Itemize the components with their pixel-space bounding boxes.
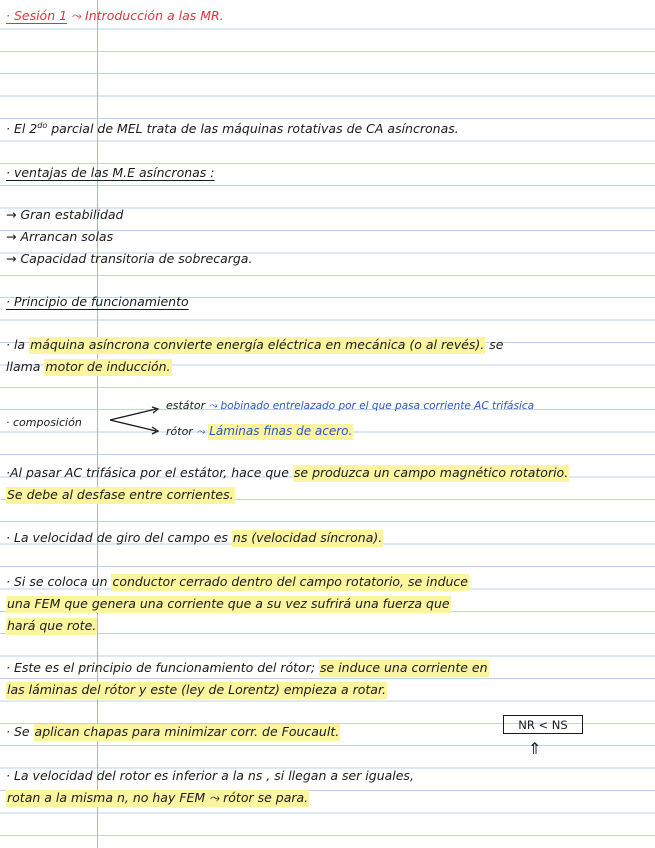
text-span: · Si se coloca un [6, 574, 112, 589]
paragraph-line [6, 790, 309, 806]
squiggle-arrow-icon: ⤳ [196, 426, 205, 438]
intro-line [6, 121, 459, 136]
list-item: → Capacidad transitoria de sobrecarga. [6, 251, 253, 266]
paragraph-line [6, 487, 235, 502]
intro-text-b: parcial de MEL trata de las máquinas rotativas de CA asíncronas. [47, 121, 459, 137]
session-label: · Sesión 1 [6, 8, 68, 23]
paragraph-line [6, 359, 172, 374]
intro-text-a: · El 2 [6, 121, 38, 137]
text-span: · la [6, 337, 30, 352]
rotor-line [166, 424, 353, 439]
highlighted-text: Se debe al desfase entre corrientes. [7, 487, 234, 502]
paragraph-line [6, 724, 340, 739]
up-arrow-icon: ⇑ [528, 739, 542, 758]
highlighted-text: rotan a la misma n, no hay FEM ⤳ rótor se para. [7, 790, 309, 805]
highlighted-text: hará que rote. [7, 618, 97, 633]
list-item: → Gran estabilidad [6, 207, 124, 222]
highlighted-text: las láminas del rótor y este (ley de Lorentz) empieza a rotar. [7, 682, 386, 697]
highlighted-text: se induce una corriente en [320, 660, 488, 675]
text-span: · Se [6, 724, 34, 739]
ordinal-suffix: do [37, 121, 48, 130]
estator-description: bobinado entrelazado por el que pasa corriente AC trifásica [220, 400, 535, 412]
estator-line [166, 399, 534, 413]
paragraph-line [6, 530, 383, 545]
branch-arrows-icon [108, 405, 168, 435]
session-topic: Introducción a las MR. [85, 8, 224, 23]
text-span: · Este es el principio de funcionamiento del rótor; [6, 660, 320, 675]
paragraph-line: · La velocidad del rotor es inferior a la ns , si llegan a ser iguales, [6, 768, 414, 783]
highlighted-text: máquina asíncrona convierte energía eléctrica en mecánica (o al revés). [30, 337, 485, 352]
paragraph-line [6, 618, 97, 633]
paragraph-line [6, 337, 503, 352]
paragraph-line [6, 574, 469, 589]
estator-label: estátor [166, 399, 206, 412]
paragraph-line [6, 465, 569, 480]
text-span: llama [6, 359, 45, 374]
session-title [6, 8, 224, 24]
paragraph-line [6, 682, 387, 697]
highlighted-text: ns (velocidad síncrona). [232, 530, 383, 545]
highlighted-text: motor de inducción. [45, 359, 171, 374]
highlighted-text: se produzca un campo magnético rotatorio. [293, 465, 569, 480]
text-span: se [485, 337, 504, 352]
paragraph-line [6, 660, 489, 675]
highlighted-text: una FEM que genera una corriente que a su vez sufrirá una fuerza que [7, 596, 450, 611]
ventajas-heading: · ventajas de las M.E asíncronas : [6, 165, 215, 180]
text-span: ·Al pasar AC trifásica por el estátor, hace que [6, 465, 293, 480]
highlighted-text: conductor cerrado dentro del campo rotatorio, se induce [112, 574, 468, 589]
highlighted-text: aplican chapas para minimizar corr. de Foucault. [34, 724, 340, 739]
squiggle-arrow-icon: ⤳ [208, 400, 218, 412]
speed-inequality-box: NR < NS [503, 715, 583, 734]
composicion-label: · composición [6, 416, 82, 429]
text-span: · La velocidad de giro del campo es [6, 530, 232, 545]
list-item: → Arrancan solas [6, 229, 114, 244]
paragraph-line [6, 596, 451, 611]
squiggle-arrow-icon: ⤳ [71, 8, 82, 23]
principio-heading: · Principio de funcionamiento [6, 294, 189, 309]
rotor-label: rótor [166, 425, 193, 438]
rotor-description: Láminas finas de acero. [209, 424, 353, 438]
